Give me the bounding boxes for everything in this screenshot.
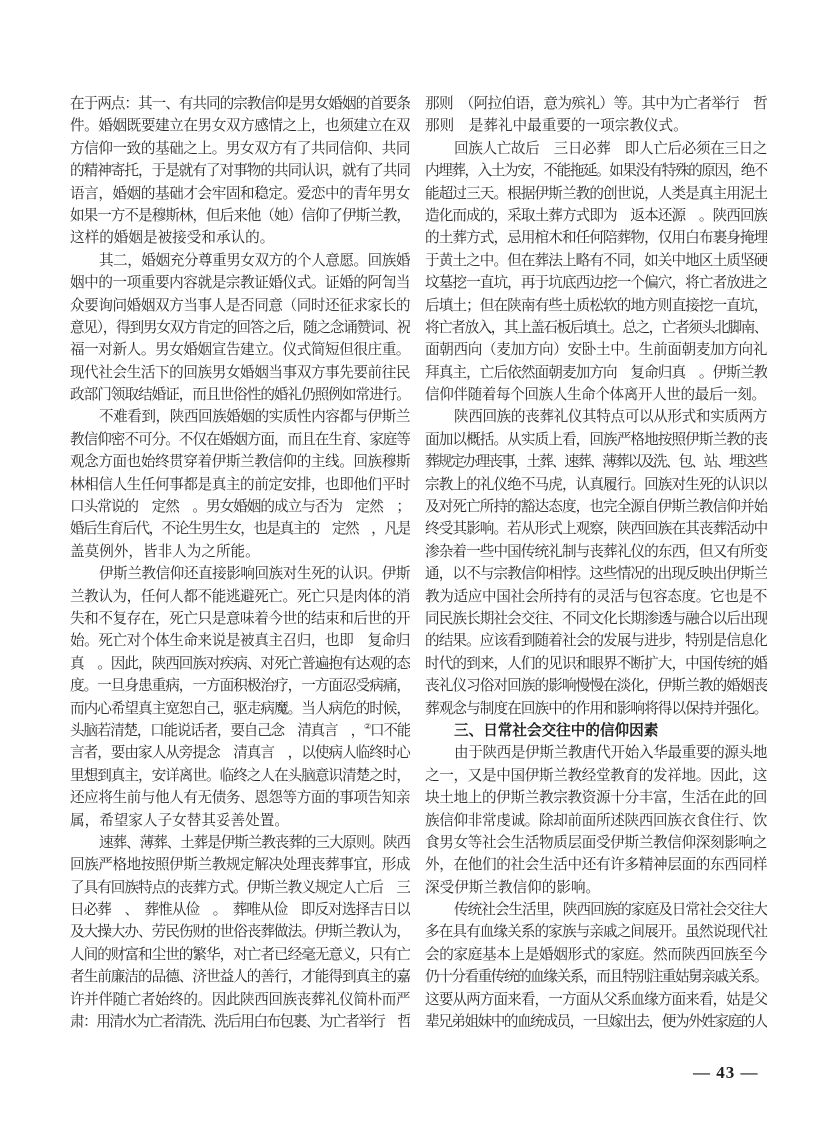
text-line: 食男女等社会生活物质层面受伊斯兰教信仰深刻影响之 [425,833,767,851]
text-line: 日必葬 、 葬惟从俭 。 葬唯从俭 即反对选择吉日以 [70,901,410,919]
right-column [425,93,767,1033]
left-column [70,93,410,1033]
footnote-marker: ② [364,721,370,731]
text-line: 教为适应中国社会所持有的灵活与包容态度。它也是不 [425,587,767,605]
text-line: 时代的到来，人们的见识和眼界不断扩大，中国传统的婚 [425,654,767,672]
text-line: 的结果。应该看到随着社会的发展与进步，特别是信息化 [425,632,767,650]
text-line: 信仰伴随着每个回族人生命个体离开人世的最后一刻。 [425,386,766,404]
text-line: 属，希望家人子女替其妥善处置。 [70,811,289,829]
text-line: 造化而成的，采取土葬方式即为 返本还源 。陕西回族 [425,206,767,224]
text-segment: 头脑若清楚，口能说话者，要自己念 清真言 ， [70,721,365,739]
text-line: 渗杂着一些中国传统礼制与丧葬礼仪的东西，但又有所变 [425,542,767,560]
text-line: 盖莫例外，皆非人为之所能。 [70,542,260,560]
text-line: 同民族长期社会交往、不同文化长期渗透与融合以后出现 [425,609,767,627]
text-line: 坟墓挖一直坑，再于坑底西边挖一个偏穴，将亡者放进之 [425,274,767,292]
text-line: 回族人亡故后 三日必葬 即人亡后必须在三日之 [454,139,767,157]
text-line: 回族严格地按照伊斯兰教规定解决处理丧葬事宜，形成 [70,856,410,874]
text-line: 那则 （阿拉伯语，意为殡礼）等。其中为亡者举行 哲 [425,95,767,112]
text-line: 婚后生育后代，不论生男生女，也是真主的 定然 ，凡是 [70,520,410,538]
text-line: 仍十分看重传统的血缘关系，而且特别注重姑舅亲戚关系。 [425,968,767,986]
text-line: 由于陕西是伊斯兰教唐代开始入华最重要的源头地 [454,744,767,762]
text-line: 外，在他们的社会生活中还有许多精神层面的东西同样 [425,856,767,874]
text-line: 意见），得到男女双方肯定的回答之后，随之念诵赞词、祝 [70,318,410,336]
text-line: 度。一旦身患重病，一方面积极治疗，一方面忍受病痛， [70,677,410,695]
text-line: 块土地上的伊斯兰教宗教资源十分丰富，生活在此的回 [425,789,767,807]
text-line: 件。婚姻既要建立在男女双方感情之上，也须建立在双 [70,117,410,135]
text-line: 传统社会生活里，陕西回族的家庭及日常社会交往大 [454,901,767,919]
text-line: 面加以概括。从实质上看，回族严格地按照伊斯兰教的丧 [425,430,767,448]
text-line: 通，以不与宗教信仰相悖。这些情况的出现反映出伊斯兰 [425,565,767,583]
section-heading: 三、日常社会交往中的信仰因素 [454,721,659,739]
text-line: 那则 是葬礼中最重要的一项宗教仪式。 [425,117,688,135]
text-line: 拜真主，亡后依然面朝麦加方向 复命归真 。伊斯兰教 [425,363,767,381]
text-line: 肃：用清水为亡者清洗、洗后用白布包裹、为亡者举行 哲 [70,1013,410,1031]
text-line: 者生前廉洁的品德、济世益人的善行，才能得到真主的嘉 [70,968,410,986]
text-line: 辈兄弟姐妹中的血统成员，一旦嫁出去，便为外姓家庭的人 [425,1013,767,1031]
text-line: 其二，婚姻充分尊重男女双方的个人意愿。回族婚 [99,251,410,269]
text-line: 之一，又是中国伊斯兰教经堂教育的发祥地。因此，这 [425,766,767,784]
text-line: 内埋葬，入土为安，不能拖延。如果没有特殊的原因，绝不 [425,162,767,180]
text-line: 在于两点：其一、有共同的宗教信仰是男女婚姻的首要条 [70,95,410,112]
text-line: 将亡者放入，其上盖石板后填土。总之，亡者须头北脚南、 [425,318,767,336]
text-line: 如果一方不是穆斯林，但后来他（她）信仰了伊斯兰教， [70,206,410,224]
text-line: 能超过三天。根据伊斯兰教的创世说，人类是真主用泥土 [425,184,767,202]
text-line: 政部门领取结婚证，而且世俗性的婚礼仍照例如常进行。 [70,386,410,404]
text-line: 会的家庭基本上是婚姻形式的家庭。然而陕西回族至今 [425,945,767,963]
text-line: 还应将生前与他人有无债务、恩怨等方面的事项告知亲 [70,789,410,807]
text-line: 的精神寄托，于是就有了对事物的共同认识，就有了共同 [70,162,410,180]
text-line: 族信仰非常虔诚。除却前面所述陕西回族衣食住行、饮 [425,811,767,829]
text-line: 这样的婚姻是被接受和承认的。 [70,229,275,247]
text-segment: 口不能 [369,721,410,739]
text-line: 口头常说的 定然 。男女婚姻的成立与否为 定然 ； [70,498,410,516]
text-line: 观念方面也始终贯穿着伊斯兰教信仰的主线。回族穆斯 [70,453,410,471]
text-line: 真 。因此，陕西回族对疾病、对死亡普遍抱有达观的态 [70,654,410,672]
text-line: 始。死亡对个体生命来说是被真主召归，也即 复命归 [70,632,410,650]
text-line: 于黄土之中。但在葬法上略有不同，如关中地区土质坚硬 [425,251,767,269]
text-line: 后填土；但在陕南有些土质松软的地方则直接挖一直坑， [425,296,767,314]
text-line: 深受伊斯兰教信仰的影响。 [425,878,601,896]
text-line: 不难看到，陕西回族婚姻的实质性内容都与伊斯兰 [99,408,410,426]
text-line: 了具有回族特点的丧葬方式。伊斯兰教义规定人亡后 三 [70,878,410,896]
text-line: 福一对新人。男女婚姻宣告建立。仪式简短但很庄重。 [70,341,410,359]
text-line: 林相信人生任何事都是真主的前定安排，也即他们平时 [70,475,410,493]
text-line: 而内心希望真主宽恕自己，驱走病魔。当人病危的时候， [70,699,410,717]
text-line: 丧礼仪习俗对回族的影响慢慢在淡化，伊斯兰教的婚姻丧 [425,677,767,695]
text-line: 兰教认为，任何人都不能逃避死亡。死亡只是肉体的消 [70,587,410,605]
text-line: 语言，婚姻的基础才会牢固和稳定。爱恋中的青年男女 [70,184,410,202]
text-line: 教信仰密不可分。不仅在婚姻方面，而且在生育、家庭等 [70,430,410,448]
text-line: 里想到真主，安详离世。临终之人在头脑意识清楚之时， [70,766,410,784]
text-line: 陕西回族的丧葬礼仪其特点可以从形式和实质两方 [454,408,767,426]
text-line: 许并伴随亡者始终的。因此陕西回族丧葬礼仪简朴而严 [70,990,410,1008]
text-line: 面朝西向（麦加方向）安卧土中。生前面朝麦加方向礼 [425,341,767,359]
text-line: 人间的财富和尘世的繁华，对亡者已经毫无意义，只有亡 [70,945,410,963]
text-line: 及大操大办、劳民伤财的世俗丧葬做法。伊斯兰教认为， [70,923,410,941]
text-line: 多在具有血缘关系的家族与亲戚之间展开。虽然说现代社 [425,923,767,941]
text-line: 言者，要由家人从旁提念 清真言 ，以使病人临终时心 [70,744,410,762]
text-line: 速葬、薄葬、土葬是伊斯兰教丧葬的三大原则。陕西 [99,833,410,851]
text-line [70,720,410,742]
text-line: 现代社会生活下的回族男女婚姻当事双方事先要前往民 [70,363,410,381]
text-line: 宗教上的礼仪绝不马虎，认真履行。回族对生死的认识以 [425,475,767,493]
text-line: 的土葬方式，忌用棺木和任何陪葬物，仅用白布裹身掩埋 [425,229,767,247]
text-line: 众要询问婚姻双方当事人是否同意（同时还征求家长的 [70,296,410,314]
text-line: 姻中的一项重要内容就是宗教证婚仪式。证婚的阿訇当 [70,274,410,292]
text-line: 失和不复存在，死亡只是意味着今世的结束和后世的开 [70,609,410,627]
text-line: 葬观念与制度在回族中的作用和影响将得以保持并强化。 [425,699,767,717]
text-line: 葬规定办理丧事，土葬、速葬、薄葬以及洗、包、站、埋这些 [425,453,767,471]
text-line: 伊斯兰教信仰还直接影响回族对生死的认识。伊斯 [99,565,410,583]
text-line: 这要从两方面来看，一方面从父系血缘方面来看，姑是父 [425,990,767,1008]
text-line: 终受其影响。若从形式上观察，陕西回族在其丧葬活动中 [425,520,767,538]
text-line: 方信仰一致的基础之上。男女双方有了共同信仰、共同 [70,139,410,157]
text-line: 及对死亡所持的豁达态度，也完全源自伊斯兰教信仰并始 [425,498,767,516]
page-number: — 43 — [693,1063,759,1082]
